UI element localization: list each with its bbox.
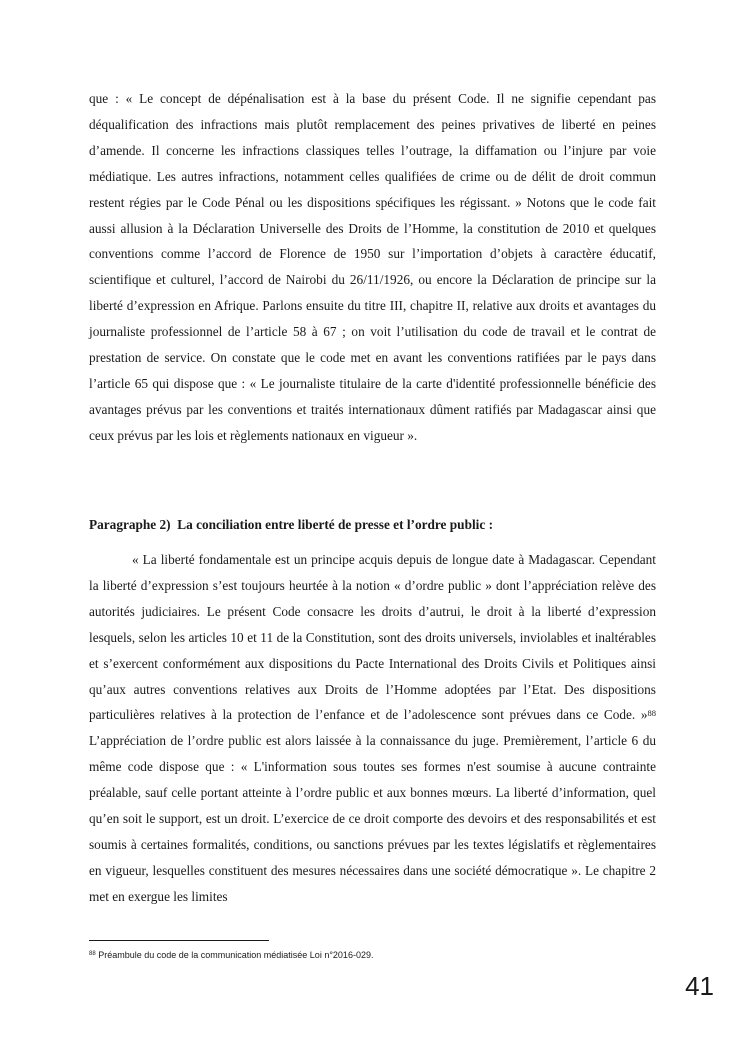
footnote-separator bbox=[89, 940, 269, 941]
footnote-text: Préambule du code de la communication médiatisée Loi n°2016-029. bbox=[95, 950, 374, 960]
footnote-reference[interactable]: 88 bbox=[647, 708, 656, 719]
footnote bbox=[89, 948, 656, 962]
section-heading: Paragraphe 2) La conciliation entre liberté de presse et l’ordre public : bbox=[89, 517, 494, 532]
footnote-number: 88 bbox=[89, 951, 96, 957]
main-paragraph-quote: « La liberté fondamentale est un principe acquis depuis de longue date à Madagascar. Cependant la liberté d’expression s’est toujours heurtée à la notion « d’ordre public » dont l’appréciation relève des autorités judiciaires. Le présent Code consacre les droits d’autrui, le droit à la liberté d’expression lesquels, selon les articles 10 et 11 de la Constitution, sont des droits universels, inviolables et inaltérables et s’exercent conformément aux dispositions du Pacte International des Droits Civils et Politiques ainsi qu’aux autres conventions relatives aux Droits de l’Homme adoptées par l’Etat. Des dispositions particulières relatives à la protection de l’enfance et de l’adolescence sont prévues dans ce Code. » bbox=[89, 552, 656, 723]
page-number: 41 bbox=[685, 971, 714, 1001]
intro-paragraph bbox=[89, 86, 656, 449]
main-paragraph-text bbox=[89, 547, 656, 910]
intro-paragraph-text: que : « Le concept de dépénalisation est à la base du présent Code. Il ne signifie cependant pas déqualification des infractions mais plutôt remplacement des peines privatives de liberté en peines d’amende. Il concerne les infractions classiques telles l’outrage, la diffamation ou l’injure par voie médiatique. Les autres infractions, notamment celles qualifiées de crime ou de délit de droit commun restent régies par le Code Pénal ou les dispositions spécifiques les régissant. » Notons que le code fait aussi allusion à la Déclaration Universelle des Droits de l’Homme, la constitution de 2010 et quelques conventions comme l’accord de Florence de 1950 sur l’importation d’objets à caractère éducatif, scientifique et culturel, l’accord de Nairobi du 26/11/1926, ou encore la Déclaration de principe sur la liberté d’expression en Afrique. Parlons ensuite du titre III, chapitre II, relative aux droits et avantages du journaliste professionnel de l’article 58 à 67 ; on voit l’utilisation du code de travail et le contrat de prestation de service. On constate que le code met en avant les conventions ratifiées par le pays dans l’article 65 qui dispose que : « Le journaliste titulaire de la carte d'identité professionnelle bénéficie des avantages prévus par les conventions et traités internationaux dûment ratifiés par Madagascar ainsi que ceux prévus par les lois et règlements nationaux en vigueur ». bbox=[89, 91, 656, 443]
main-paragraph-continuation: L’appréciation de l’ordre public est alors laissée à la connaissance du juge. Premièrement, l’article 6 du même code dispose que : « L'information sous toutes ses formes n'est soumise à aucune contrainte préalable, sauf celle portant atteinte à l’ordre public et aux bonnes mœurs. La liberté d’information, quel qu’en soit le support, est un droit. L’exercice de ce droit comporte des devoirs et des responsabilités et est soumis à certaines formalités, conditions, ou sanctions prévues par les textes législatifs et règlementaires en vigueur, lesquelles constituent des mesures nécessaires dans une société démocratique ». Le chapitre 2 met en exergue les limites bbox=[89, 733, 656, 904]
main-paragraph bbox=[89, 547, 656, 910]
